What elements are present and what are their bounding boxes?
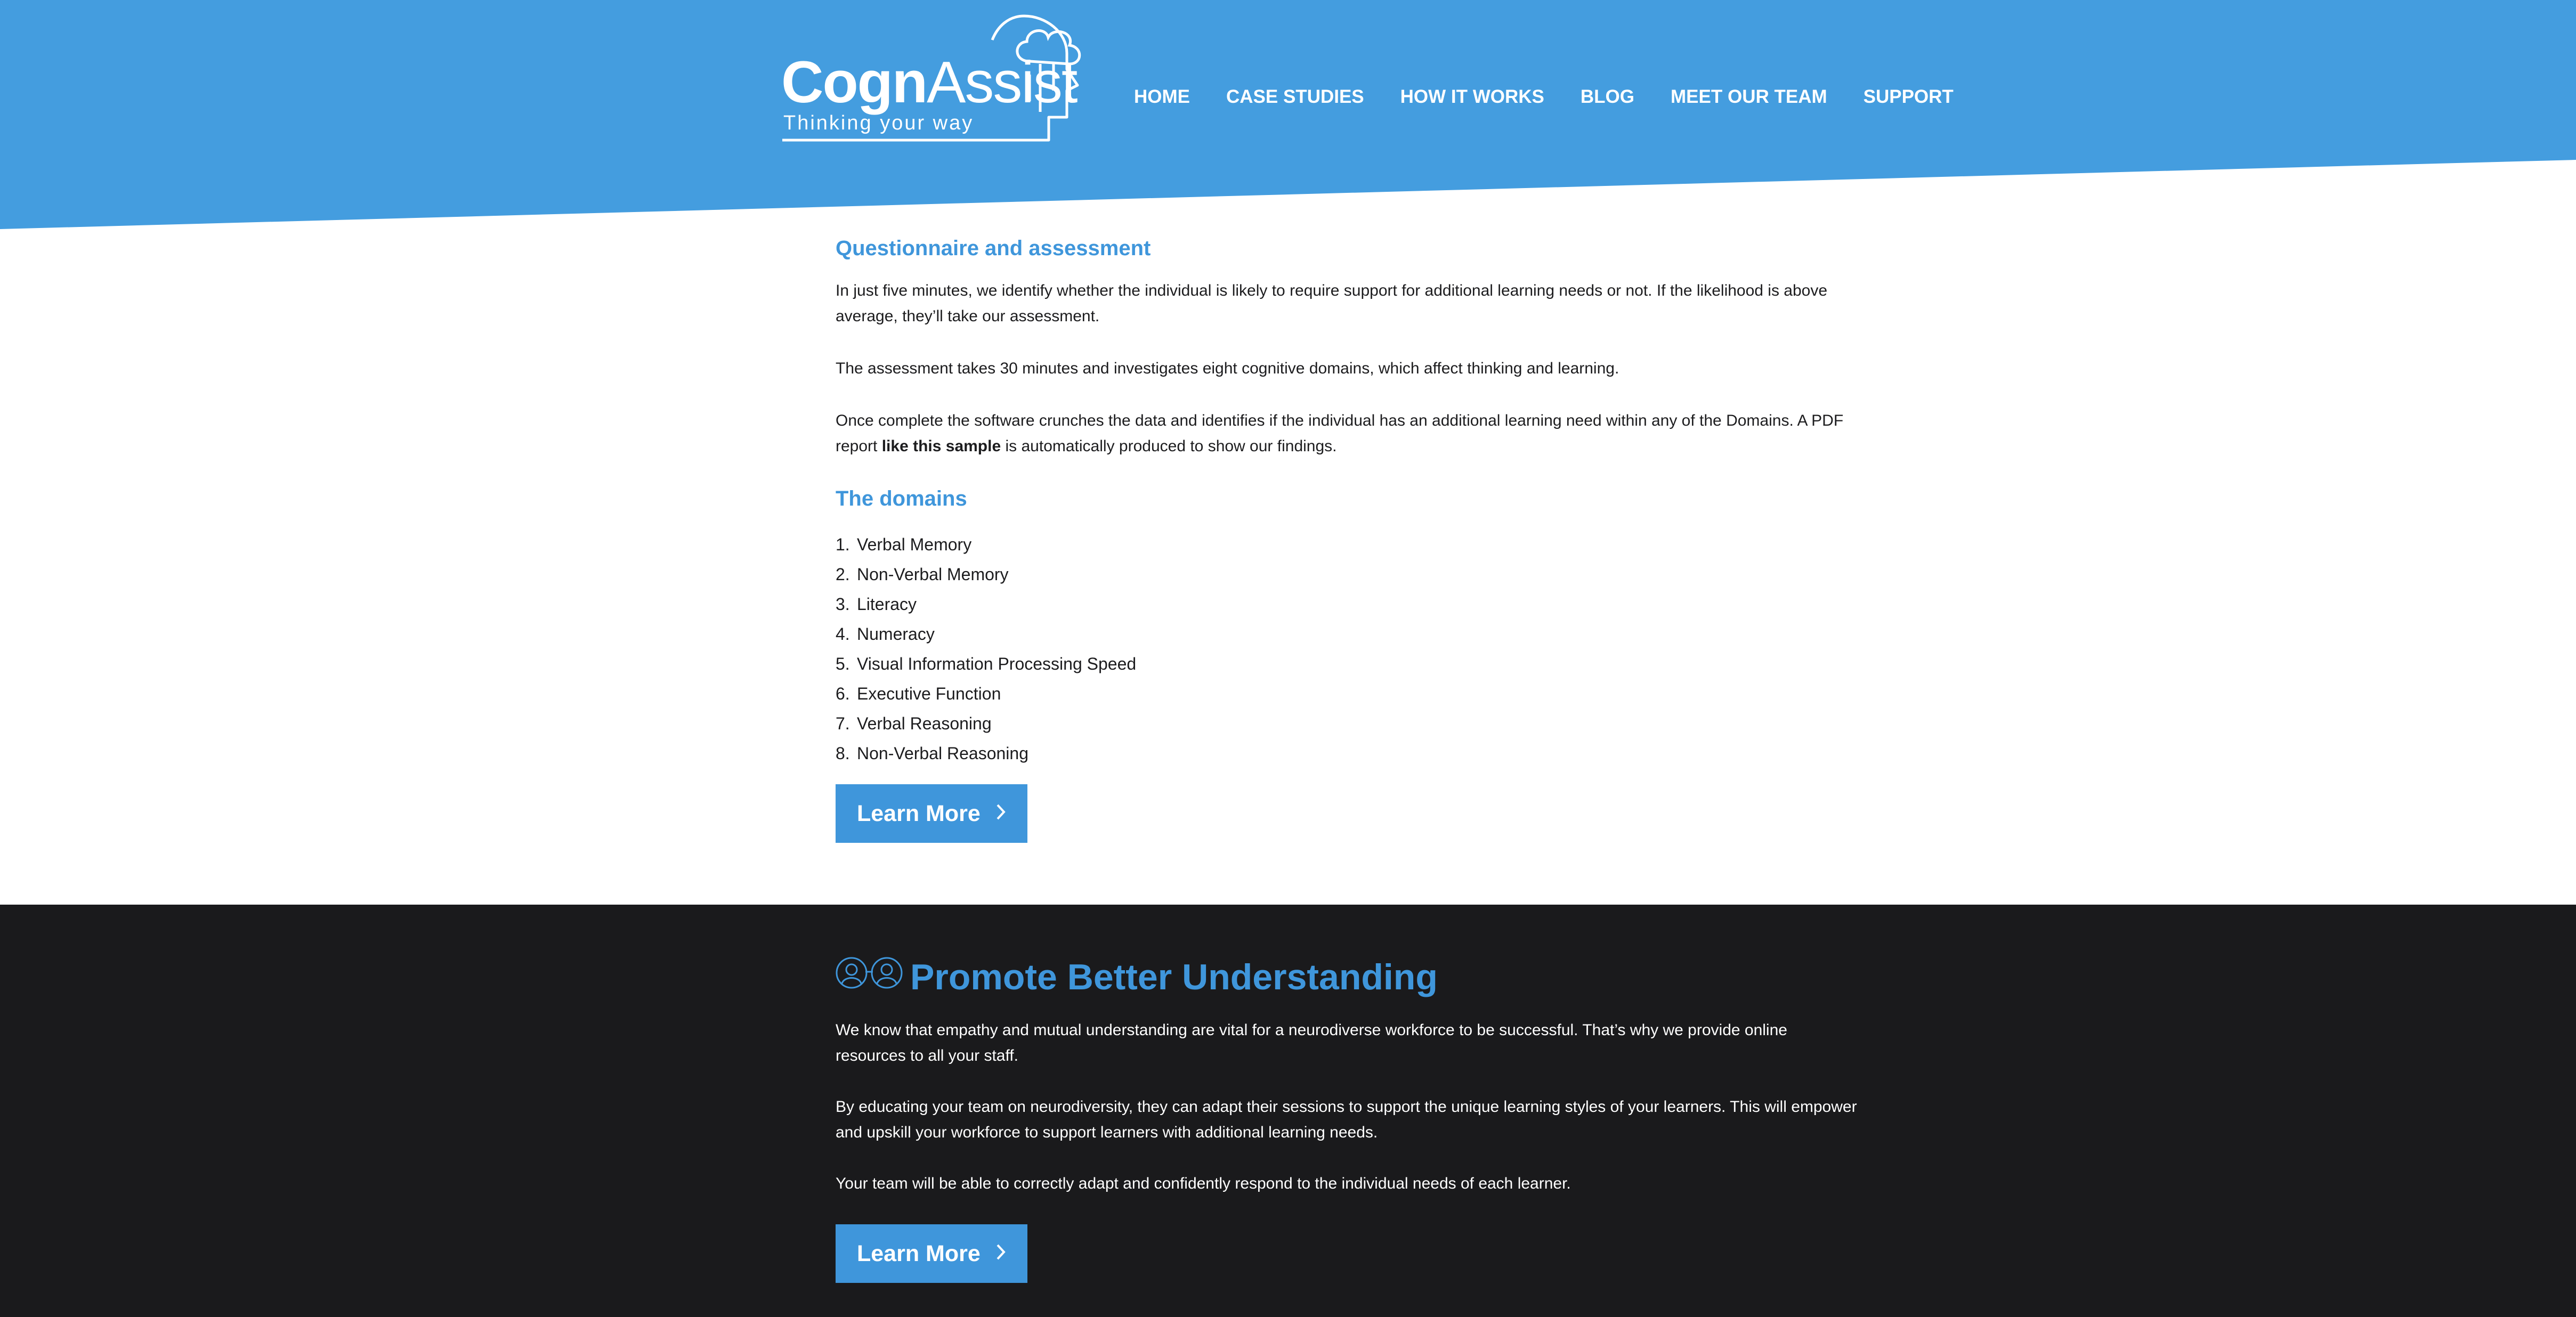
domains-list xyxy=(836,530,1859,768)
assessment-heading: Questionnaire and assessment xyxy=(836,237,1151,260)
list-item xyxy=(836,679,1859,709)
domains-heading: The domains xyxy=(836,487,967,510)
domain-label: Non-Verbal Reasoning xyxy=(857,744,1028,763)
two-people-icon xyxy=(836,956,910,998)
nav-support[interactable]: SUPPORT xyxy=(1863,86,1954,107)
list-number: 6. xyxy=(836,684,850,703)
nav-meet-our-team[interactable]: MEET OUR TEAM xyxy=(1671,86,1827,107)
domain-label: Verbal Reasoning xyxy=(857,714,992,733)
sample-report-link[interactable]: like this sample xyxy=(881,437,1001,455)
domain-label: Verbal Memory xyxy=(857,535,972,554)
domain-label: Executive Function xyxy=(857,684,1001,703)
learn-more-label: Learn More xyxy=(857,800,981,826)
promote-heading-row xyxy=(836,956,1859,998)
logo-word-cogn: Cogn xyxy=(781,50,927,115)
list-item xyxy=(836,619,1859,649)
assessment-paragraph-1: In just five minutes, we identify whether the individual is likely to require support for additional learning needs or not. If the likelihood is above average, they’ll take our assessment. xyxy=(836,282,1828,325)
assessment-p3-before: Once complete the software crunches the data and identifies if the individual has an additional learning need within any of the Domains. A PDF report xyxy=(836,412,1844,455)
main-nav xyxy=(1134,85,1954,109)
list-number: 7. xyxy=(836,714,850,733)
list-number: 1. xyxy=(836,535,850,554)
domain-label: Numeracy xyxy=(857,624,935,644)
assessment-p3-after: is automatically produced to show our findings. xyxy=(1001,437,1337,455)
cognassist-logo[interactable] xyxy=(779,11,1099,144)
domain-label: Literacy xyxy=(857,595,917,614)
domains-learn-more-button[interactable] xyxy=(836,784,1027,843)
list-number: 3. xyxy=(836,595,850,614)
chevron-right-icon xyxy=(995,801,1006,827)
header-background xyxy=(0,0,2576,229)
promote-title: Promote Better Understanding xyxy=(910,957,1438,997)
list-number: 8. xyxy=(836,744,850,763)
logo-wordmark xyxy=(781,50,1077,115)
nav-blog[interactable]: BLOG xyxy=(1580,86,1635,107)
assessment-paragraph-2: The assessment takes 30 minutes and investigates eight cognitive domains, which affect thinking and learning. xyxy=(836,360,1619,377)
chevron-right-icon xyxy=(995,1241,1006,1267)
list-number: 4. xyxy=(836,624,850,644)
nav-case-studies[interactable]: CASE STUDIES xyxy=(1226,86,1364,107)
promote-learn-more-button[interactable] xyxy=(836,1224,1027,1283)
list-item xyxy=(836,530,1859,559)
list-number: 5. xyxy=(836,654,850,673)
list-item xyxy=(836,589,1859,619)
list-number: 2. xyxy=(836,565,850,584)
promote-paragraph-3: Your team will be able to correctly adapt and confidently respond to the individual needs of each learner. xyxy=(836,1175,1571,1192)
promote-content xyxy=(836,956,1859,1283)
domain-label: Visual Information Processing Speed xyxy=(857,654,1137,673)
assessment-section xyxy=(836,229,1859,843)
list-item xyxy=(836,709,1859,738)
assessment-paragraph-3 xyxy=(836,408,1859,459)
list-item xyxy=(836,559,1859,589)
nav-home[interactable]: HOME xyxy=(1134,86,1190,107)
logo-word-assist: Assist xyxy=(927,50,1077,115)
learn-more-label: Learn More xyxy=(857,1240,981,1266)
list-item xyxy=(836,738,1859,768)
logo-tagline: Thinking your way xyxy=(783,112,974,134)
promote-paragraph-2: By educating your team on neurodiversity, they can adapt their sessions to support the unique learning styles of your learners. This will empower and upskill your workforce to support learners with additional learning needs. xyxy=(836,1098,1857,1141)
promote-paragraph-1: We know that empathy and mutual understanding are vital for a neurodiverse workforce to be successful. That’s why we provide online resources to all your staff. xyxy=(836,1021,1787,1064)
nav-how-it-works[interactable]: HOW IT WORKS xyxy=(1400,86,1544,107)
site-header xyxy=(0,0,2576,229)
domain-label: Non-Verbal Memory xyxy=(857,565,1009,584)
list-item xyxy=(836,649,1859,679)
promote-section xyxy=(0,905,2576,1317)
